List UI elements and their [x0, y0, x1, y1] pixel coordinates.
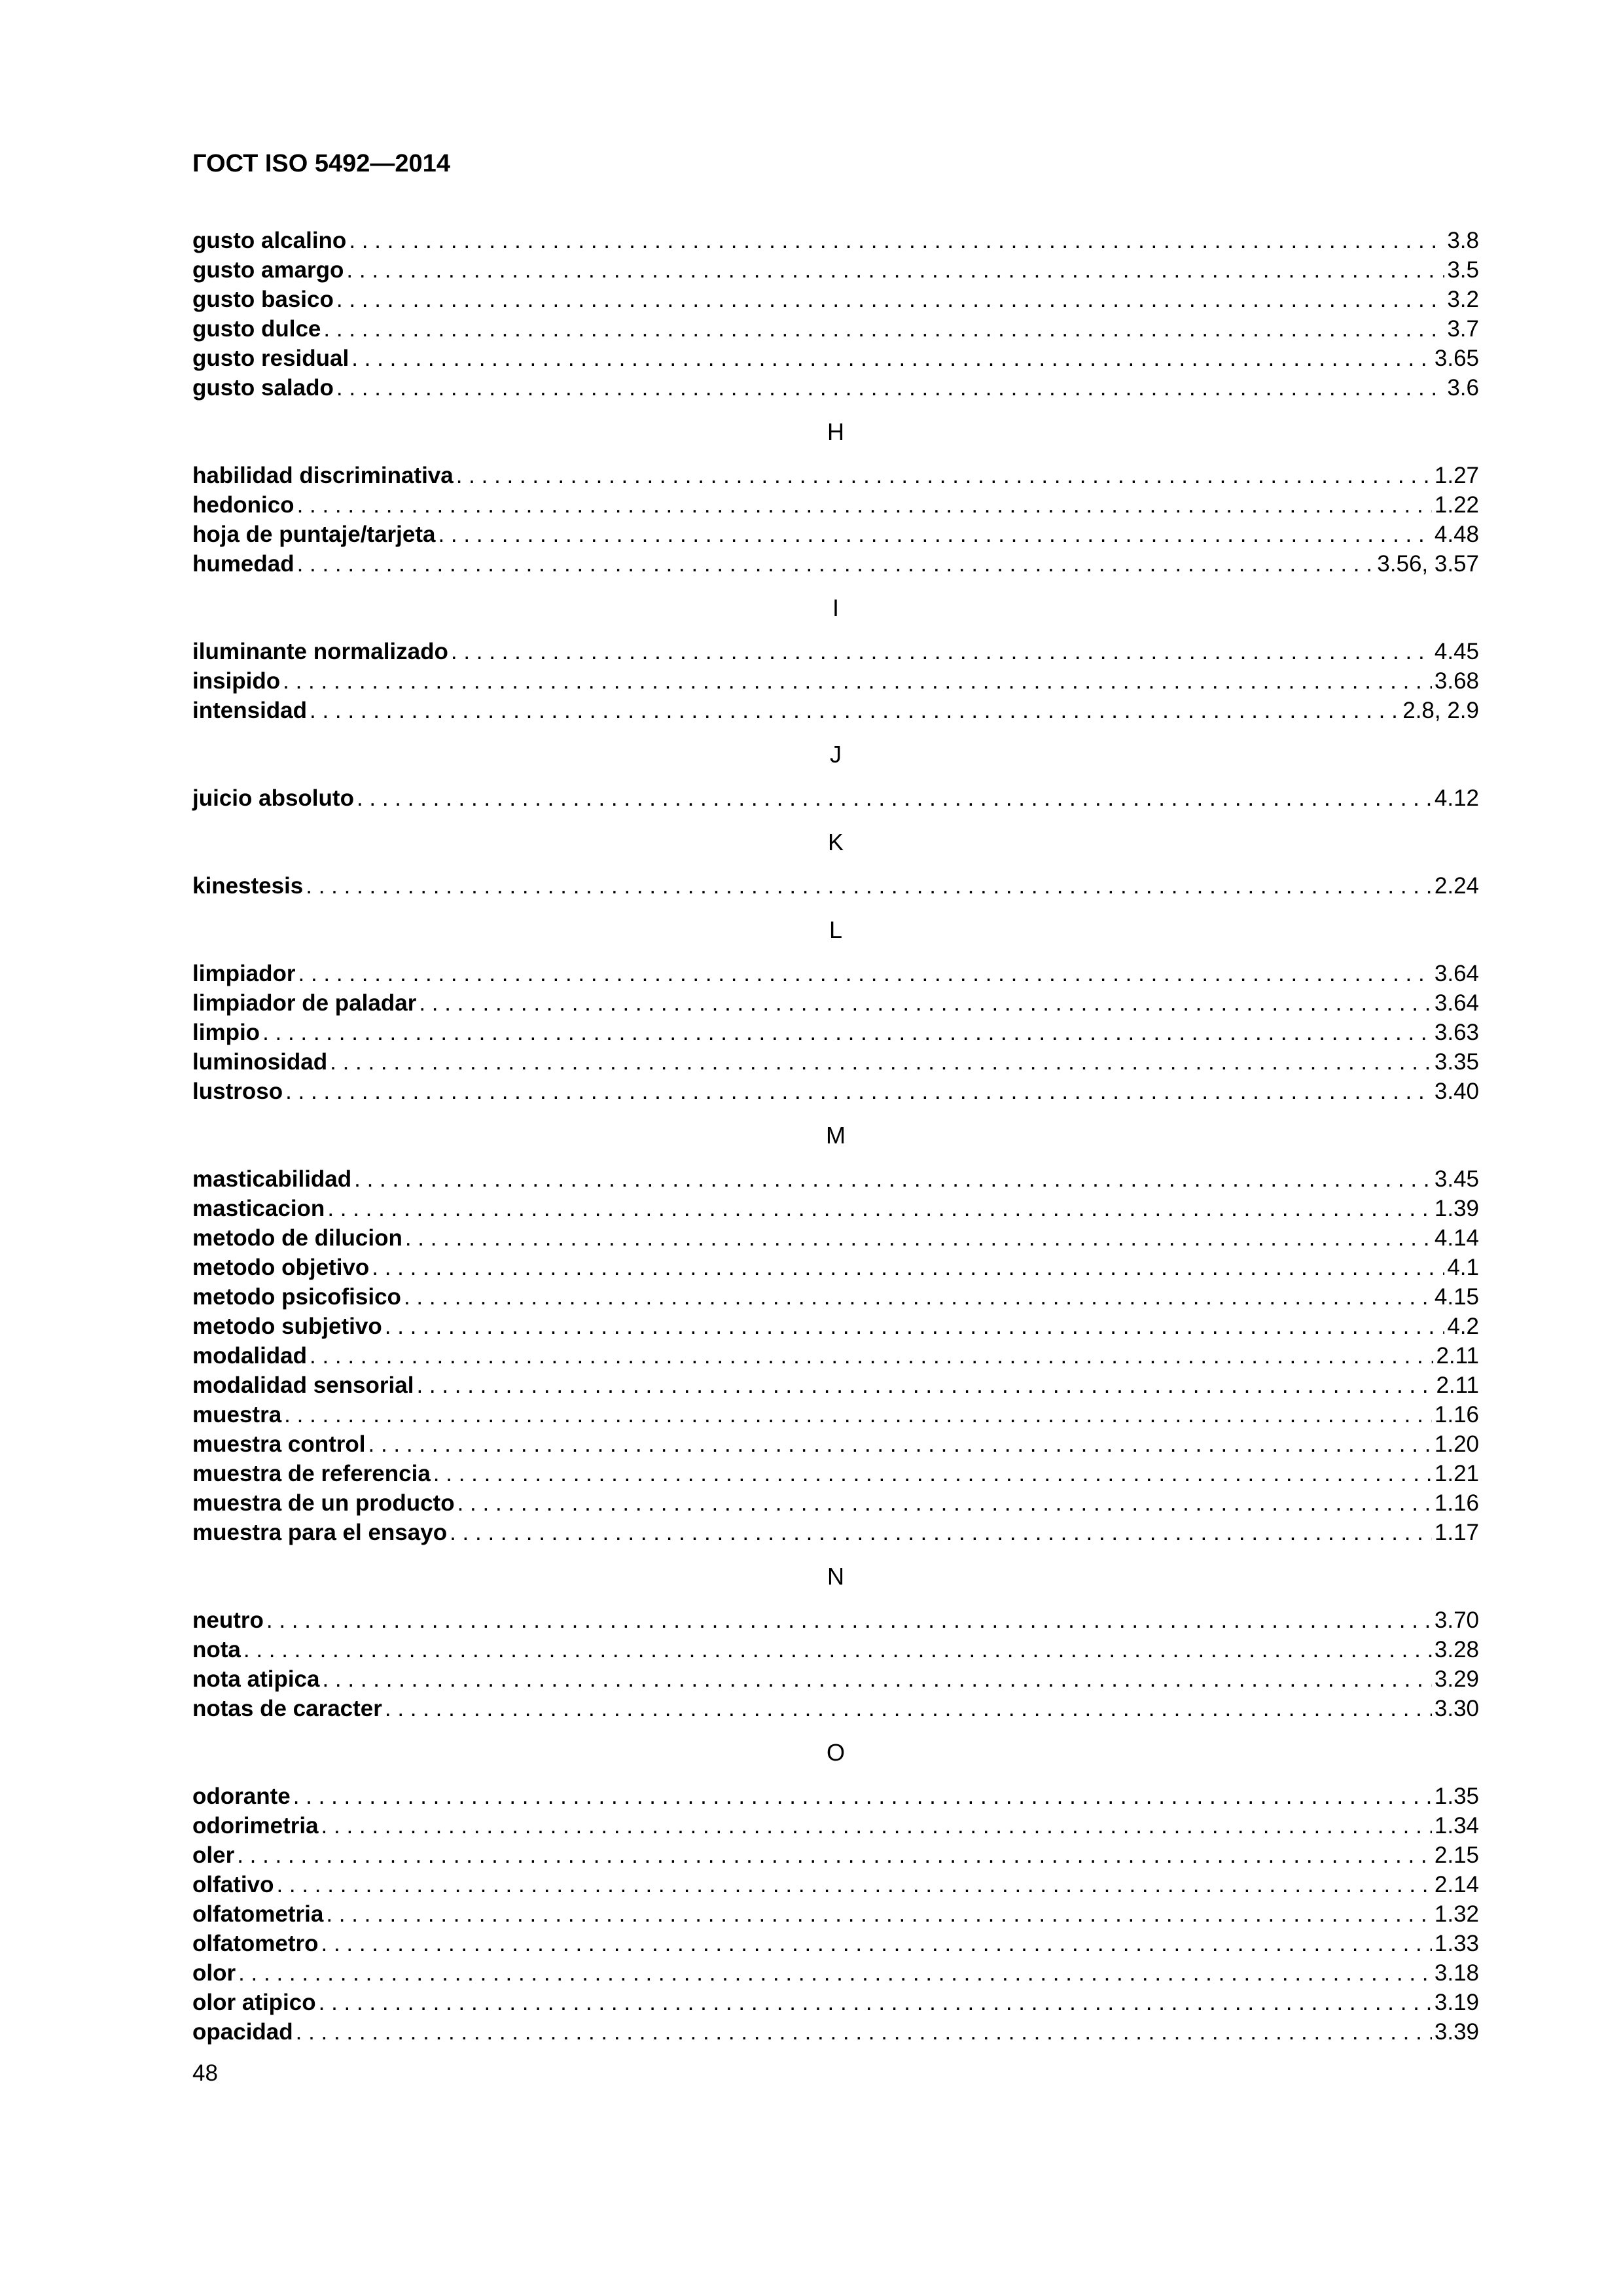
index-term: metodo psicofisico [192, 1284, 401, 1310]
index-reference: 1.32 [1434, 1901, 1479, 1927]
index-term: hoja de puntaje/tarjeta [192, 522, 436, 547]
index-section [192, 740, 1479, 813]
dot-leader [262, 1018, 1432, 1047]
dot-leader [405, 1223, 1432, 1253]
index-reference: 3.5 [1447, 257, 1479, 283]
index-reference: 1.35 [1434, 1784, 1479, 1809]
index-reference: 3.64 [1434, 990, 1479, 1016]
index-reference: 3.39 [1434, 2019, 1479, 2045]
dot-leader [321, 1811, 1432, 1840]
dot-leader [368, 1429, 1432, 1459]
index-reference: 1.33 [1434, 1931, 1479, 1956]
index-entry [192, 344, 1479, 373]
dot-leader [322, 1664, 1431, 1694]
index-reference: 2.8, 2.9 [1402, 698, 1479, 723]
index-entry [192, 285, 1479, 314]
index-entry [192, 1870, 1479, 1899]
index-reference: 4.1 [1447, 1255, 1479, 1280]
index-reference: 3.64 [1434, 961, 1479, 986]
dot-leader [323, 314, 1444, 344]
index-reference: 1.20 [1434, 1431, 1479, 1457]
index-term: nota atipica [192, 1666, 320, 1692]
index-section [192, 1738, 1479, 2047]
dot-leader [336, 285, 1444, 314]
index-term: olor [192, 1960, 236, 1986]
index-reference: 4.48 [1434, 522, 1479, 547]
index-entry [192, 255, 1479, 285]
dot-leader [357, 783, 1432, 813]
index-entry [192, 1929, 1479, 1958]
dot-leader [385, 1312, 1445, 1341]
section-letter-heading: K [827, 829, 844, 855]
index-entry [192, 988, 1479, 1018]
index-entry [192, 1194, 1479, 1223]
index-reference: 1.22 [1434, 492, 1479, 518]
index-entry [192, 1694, 1479, 1723]
page-number: 48 [192, 2060, 218, 2086]
index-entry [192, 314, 1479, 344]
dot-leader [306, 871, 1432, 901]
index-term: metodo de dilucion [192, 1225, 402, 1251]
index-reference: 1.16 [1434, 1402, 1479, 1427]
index-reference: 2.11 [1436, 1372, 1479, 1398]
index-reference: 3.28 [1434, 1637, 1479, 1662]
dot-leader [385, 1694, 1432, 1723]
index-term: notas de caracter [192, 1696, 382, 1721]
index-entry [192, 226, 1479, 255]
index-entry [192, 1312, 1479, 1341]
index-term: modalidad [192, 1343, 308, 1369]
section-letter-heading: I [832, 594, 839, 621]
index-term: olfativo [192, 1872, 274, 1897]
dot-leader [438, 520, 1431, 549]
index-entry [192, 696, 1479, 725]
index-term: opacidad [192, 2019, 293, 2045]
index-entry [192, 1635, 1479, 1664]
index-entry [192, 1958, 1479, 1988]
index-term: juicio absoluto [192, 785, 354, 811]
index-term: olor atipico [192, 1990, 316, 2015]
index-term: muestra [192, 1402, 282, 1427]
index-reference: 1.17 [1434, 1520, 1479, 1545]
index-entry [192, 871, 1479, 901]
index-entry [192, 783, 1479, 813]
index-entry [192, 1047, 1479, 1077]
index-section [192, 417, 1479, 579]
index-entry [192, 1988, 1479, 2017]
dot-leader [243, 1635, 1432, 1664]
index-reference: 3.2 [1447, 287, 1479, 312]
index-entry [192, 373, 1479, 403]
index-term: odorante [192, 1784, 291, 1809]
index-term: odorimetria [192, 1813, 319, 1839]
index-reference: 2.15 [1434, 1842, 1479, 1868]
index-term: olfatometro [192, 1931, 319, 1956]
index-entry [192, 1605, 1479, 1635]
dot-leader [451, 637, 1432, 666]
index-term: muestra de un producto [192, 1490, 455, 1516]
index-section [192, 827, 1479, 901]
index-section [192, 1121, 1479, 1547]
dot-leader [284, 1400, 1432, 1429]
index-entry [192, 549, 1479, 579]
section-letter-heading: N [827, 1563, 844, 1590]
index-entry [192, 1782, 1479, 1811]
index-reference: 2.11 [1436, 1343, 1479, 1369]
index-term: humedad [192, 551, 294, 577]
dot-leader [330, 1047, 1432, 1077]
index-term: gusto salado [192, 375, 334, 401]
index-reference: 3.29 [1434, 1666, 1479, 1692]
index-reference: 3.19 [1434, 1990, 1479, 2015]
index-entry [192, 1164, 1479, 1194]
index-term: limpiador de paladar [192, 990, 417, 1016]
index-section [192, 915, 1479, 1106]
index-entry [192, 1488, 1479, 1518]
dot-leader [237, 1840, 1432, 1870]
dot-leader [354, 1164, 1432, 1194]
index-entry [192, 959, 1479, 988]
index-term: muestra control [192, 1431, 366, 1457]
dot-leader [310, 696, 1400, 725]
dot-leader [296, 2017, 1432, 2047]
index-term: masticacion [192, 1196, 325, 1221]
dot-leader [457, 1488, 1432, 1518]
index-entry [192, 1664, 1479, 1694]
index-entry [192, 1400, 1479, 1429]
section-letter-heading: J [830, 741, 842, 768]
dot-leader [346, 255, 1444, 285]
dot-leader [266, 1605, 1432, 1635]
index-term: gusto amargo [192, 257, 344, 283]
index-entry [192, 1223, 1479, 1253]
index-reference: 1.16 [1434, 1490, 1479, 1516]
index-reference: 3.35 [1434, 1049, 1479, 1075]
index-entry [192, 1459, 1479, 1488]
dot-leader [336, 373, 1444, 403]
index-term: muestra de referencia [192, 1461, 431, 1486]
index-entry [192, 1077, 1479, 1106]
index-entry [192, 1840, 1479, 1870]
dot-leader [319, 1988, 1432, 2017]
dot-leader [419, 988, 1432, 1018]
dot-leader [351, 344, 1432, 373]
section-letter-heading: M [826, 1122, 846, 1149]
dot-leader [349, 226, 1444, 255]
index-entry [192, 1253, 1479, 1282]
dot-leader [298, 959, 1432, 988]
dot-leader [276, 1870, 1431, 1899]
dot-leader [297, 549, 1375, 579]
index-reference: 3.30 [1434, 1696, 1479, 1721]
index-section [192, 1562, 1479, 1723]
index-reference: 4.45 [1434, 639, 1479, 664]
index-reference: 3.8 [1447, 228, 1479, 253]
index-reference: 4.14 [1434, 1225, 1479, 1251]
index-term: gusto dulce [192, 316, 321, 342]
index-section [192, 226, 1479, 403]
dot-leader [297, 490, 1432, 520]
dot-leader [372, 1253, 1444, 1282]
index-entry [192, 1518, 1479, 1547]
index-term: gusto basico [192, 287, 334, 312]
index-section [192, 593, 1479, 725]
dot-leader [283, 666, 1432, 696]
index-term: lustroso [192, 1079, 283, 1104]
index-term: insipido [192, 668, 281, 694]
document-header: ГОСТ ISO 5492—2014 [192, 150, 450, 177]
index-term: kinestesis [192, 873, 304, 899]
index-reference: 1.39 [1434, 1196, 1479, 1221]
index-term: hedonico [192, 492, 294, 518]
index-term: metodo objetivo [192, 1255, 370, 1280]
index-entry [192, 490, 1479, 520]
dot-leader [456, 461, 1432, 490]
index-term: masticabilidad [192, 1166, 352, 1192]
index-entry [192, 1429, 1479, 1459]
dot-leader [404, 1282, 1432, 1312]
index-term: luminosidad [192, 1049, 328, 1075]
index-entry [192, 1341, 1479, 1371]
index-reference: 4.12 [1434, 785, 1479, 811]
index-entry [192, 461, 1479, 490]
dot-leader [327, 1194, 1432, 1223]
index-entry [192, 520, 1479, 549]
index-reference: 1.21 [1434, 1461, 1479, 1486]
index-reference: 3.68 [1434, 668, 1479, 694]
index-entry [192, 666, 1479, 696]
index-reference: 3.65 [1434, 346, 1479, 371]
index-term: limpiador [192, 961, 296, 986]
index-term: olfatometria [192, 1901, 324, 1927]
dot-leader [326, 1899, 1432, 1929]
index-term: nota [192, 1637, 241, 1662]
index-reference: 3.7 [1447, 316, 1479, 342]
index-reference: 4.2 [1447, 1314, 1479, 1339]
index-reference: 1.27 [1434, 463, 1479, 488]
index-term: muestra para el ensayo [192, 1520, 448, 1545]
index-term: neutro [192, 1607, 264, 1633]
index-entry [192, 1282, 1479, 1312]
index-reference: 3.56, 3.57 [1377, 551, 1479, 577]
index-reference: 2.14 [1434, 1872, 1479, 1897]
index-term: intensidad [192, 698, 308, 723]
dot-leader [238, 1958, 1432, 1988]
index-reference: 3.40 [1434, 1079, 1479, 1104]
index-reference: 3.18 [1434, 1960, 1479, 1986]
dot-leader [416, 1371, 1433, 1400]
section-letter-heading: L [829, 916, 843, 943]
index-reference: 3.63 [1434, 1020, 1479, 1045]
index-term: limpio [192, 1020, 260, 1045]
index-entry [192, 637, 1479, 666]
index-entry [192, 2017, 1479, 2047]
index-reference: 3.45 [1434, 1166, 1479, 1192]
index-entry [192, 1811, 1479, 1840]
alphabetical-index [192, 226, 1479, 2047]
index-reference: 3.70 [1434, 1607, 1479, 1633]
index-reference: 3.6 [1447, 375, 1479, 401]
dot-leader [285, 1077, 1432, 1106]
index-term: gusto alcalino [192, 228, 347, 253]
index-term: oler [192, 1842, 235, 1868]
index-term: iluminante normalizado [192, 639, 448, 664]
index-term: metodo subjetivo [192, 1314, 382, 1339]
section-letter-heading: H [827, 418, 844, 445]
index-term: modalidad sensorial [192, 1372, 414, 1398]
section-letter-heading: O [826, 1739, 845, 1766]
dot-leader [433, 1459, 1432, 1488]
index-entry [192, 1018, 1479, 1047]
dot-leader [310, 1341, 1433, 1371]
index-reference: 4.15 [1434, 1284, 1479, 1310]
index-term: gusto residual [192, 346, 349, 371]
index-reference: 2.24 [1434, 873, 1479, 899]
dot-leader [321, 1929, 1432, 1958]
dot-leader [293, 1782, 1432, 1811]
index-reference: 1.34 [1434, 1813, 1479, 1839]
index-entry [192, 1899, 1479, 1929]
index-term: habilidad discriminativa [192, 463, 454, 488]
index-entry [192, 1371, 1479, 1400]
dot-leader [450, 1518, 1432, 1547]
